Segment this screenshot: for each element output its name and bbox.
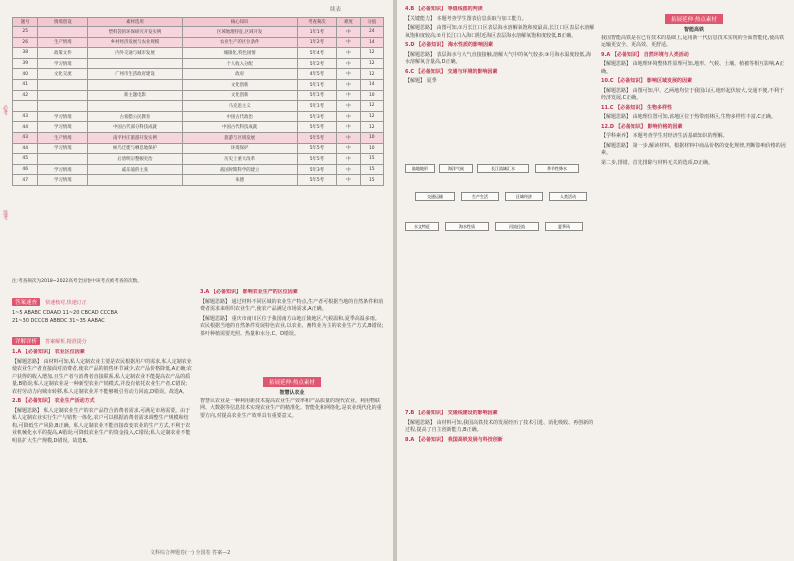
table-cell: 15 (360, 154, 383, 165)
table-cell: 10 (360, 90, 383, 101)
question-body: 【解题思路】 由材料可知,我国高铁技术的发展经历了技术引进、消化吸收、再创新的过程,提高了自主创新能力,B正确。 (405, 419, 594, 433)
table-cell (13, 101, 38, 112)
table-cell: 战国时期科学的建立 (182, 164, 297, 175)
table-cell: 中 (337, 175, 360, 186)
left-page (0, 0, 393, 561)
question-head: 8.A 【必备知识】 我国高铁发展与科技创新 (405, 436, 503, 443)
right-analysis-column-1 (405, 6, 595, 510)
question-head: 9.A 【必备知识】 自然环境与人类活动 (601, 51, 689, 58)
flow-box: 海洋气候 (439, 164, 473, 173)
table-cell: 中 (337, 48, 360, 59)
table-cell: 文化创新 (182, 79, 297, 90)
table-row (13, 37, 384, 48)
table-cell: 5年1考 (297, 79, 337, 90)
right-page (397, 0, 794, 561)
table-cell: 45 (13, 154, 38, 165)
table-cell: 5年4考 (297, 48, 337, 59)
question-body: 【解题思路】 由图可知,①月长江口区表层海水溶解氧饱和度最高,长江口区表层水溶解氧饱和度较高;②月长江口入海口附近海区表层海水溶解氧饱和度较低,B正确。 (405, 25, 595, 39)
table-cell: 古希腊公民教育 (88, 111, 183, 122)
table-cell: 47 (13, 175, 38, 186)
table-cell: 乡村经济发展与农业规模 (88, 37, 183, 48)
table-cell: 1年2考 (297, 37, 337, 48)
question-body: 【学科素养】 本题考查学生对经济生活基础知识的理解。 (601, 133, 728, 139)
question-body: 【关键能力】 本题考查学生图表信息获取与加工能力。 (405, 15, 527, 22)
table-cell: 5年5考 (297, 132, 337, 143)
table-row (13, 48, 384, 59)
table-cell: 14 (360, 79, 383, 90)
table-cell: 中 (337, 111, 360, 122)
table-cell: 中 (337, 58, 360, 69)
table-cell: 5年5考 (297, 122, 337, 133)
table-row (13, 175, 384, 186)
table-cell: 马克思主义 (182, 101, 297, 112)
table-cell: 旅游与区域发展 (182, 132, 297, 143)
table-cell: 38 (13, 48, 38, 59)
table-cell: 塑料袋的环保研究开发实例 (88, 27, 183, 38)
table-row (13, 27, 384, 38)
table-cell: 环境保护 (182, 143, 297, 154)
question-body: 【解题思路】 第一步,解读材料。根据材料中商品价格的变化规律,判断影响价格的因素。 (601, 142, 786, 156)
question-body: 【解题思路】 由材料可知,私人定制农业主要是农民根据用户的需求,私人定制农业使农业生产者直接面对消费者,使农产品的销售环节减少,农产品价格降低,A正确;农户获得的收入增加,且生产者与消费者直接联系,私人定制农业不能提高农产品的质量,B错误;私人定制农业是一种新型农业产销模式,并没有依托农业生产者,C错误;农村劳动力向城市转移,私人定制农业并不能够吸引劳动力回流,D错误。故选A。 (12, 358, 192, 395)
table-cell (38, 90, 88, 101)
table-cell: 新主题电影 (88, 90, 183, 101)
question-body: 【解题思路】 由图可知,甲、乙两地均位于我国山区,地形起伏较大,交通不便,不利于经济发展,C正确。 (601, 87, 784, 101)
table-cell: 政府 (182, 69, 297, 80)
table-row (13, 111, 384, 122)
table-cell: 生产情境 (38, 37, 88, 48)
table-cell: 5年3考 (297, 164, 337, 175)
col-header: 考查频次 (297, 18, 337, 27)
answer-check-subtitle: 快速核对,快速订正 (45, 300, 87, 306)
question-head: 2.B 【必备知识】 农业生产活动方式 (12, 398, 95, 404)
table-cell: 农业生产的区位条件 (182, 37, 297, 48)
flow-box: 人类活动 (549, 192, 587, 201)
question-head: 11.C 【必备知识】 生物多样性 (601, 104, 673, 111)
table-cell: 39 (13, 58, 38, 69)
table-cell: 中国古代科技成就 (182, 122, 297, 133)
question-head: 10.C 【必备知识】 影响区域发展的因素 (601, 78, 693, 84)
table-footnote: 注:考查频次为2018~2022高考全国卷中该考点被考查的次数。 (12, 279, 142, 284)
table-cell: 12 (360, 58, 383, 69)
table-cell: 中国古代政治 (182, 111, 297, 122)
table-row (13, 143, 384, 154)
analysis-column-2 (200, 289, 384, 548)
col-header: 分值 (360, 18, 383, 27)
table-cell (38, 154, 88, 165)
table-cell (38, 27, 88, 38)
flow-box: 生产生活 (461, 192, 499, 201)
question-body: 【解题思路】 重庆市南川区位于我国南方山地丘陵地区,气候温和,夏季高温多雨。农民根据当地的自然条件发展特色农业,以农业、畜牧业为主的农业生产方式,B错误;茶叶种植需要光照、热量和水分,C、D错误。 (200, 315, 384, 337)
col-header: 题号 (13, 18, 38, 27)
table-cell: 14 (360, 37, 383, 48)
table-cell: 46 (13, 164, 38, 175)
question-head: 5.D 【必备知识】 海水性质的影响因素 (405, 42, 494, 48)
required-section-label: 必考 (2, 105, 8, 115)
table-cell: 5年1考 (297, 90, 337, 101)
table-cell: 中 (337, 101, 360, 112)
question-body: 【解题】 夏季 (405, 78, 437, 84)
table-cell: 中 (337, 164, 360, 175)
table-cell: 5年5考 (297, 143, 337, 154)
table-cell: 中 (337, 154, 360, 165)
table-cell: 区域地理特征,区域开发 (182, 27, 297, 38)
question-head: 4.B 【必备知识】 等值线图的判读 (405, 6, 483, 12)
special-topic-band: 拓展延伸·热点素材 (665, 14, 723, 24)
table-row (13, 58, 384, 69)
table-cell: 42 (13, 90, 38, 101)
table-cell: 26 (13, 37, 38, 48)
table-cell: 南平村庄旅游开发实例 (88, 132, 183, 143)
table-cell: 城镇化,特色国情 (182, 48, 297, 59)
table-cell: 中 (337, 90, 360, 101)
table-cell: 中 (337, 37, 360, 48)
table-cell: 15 (360, 175, 383, 186)
table-cell: 1年1考 (297, 27, 337, 38)
table-cell: 中 (337, 122, 360, 133)
table-cell: 43 (13, 111, 38, 122)
table-cell: 43 (13, 132, 38, 143)
table-cell: 10 (360, 132, 383, 143)
table-cell: 中 (337, 132, 360, 143)
table-cell: 40 (13, 69, 38, 80)
right-analysis-column-2 (601, 6, 787, 535)
table-row (13, 154, 384, 165)
table-cell: 12 (360, 111, 383, 122)
question-body: 我国智能高铁是在已有技术的基础上,运用新一代信息技术实现的全面智能化,使高铁运输更安全、更高效、更舒适。 (601, 34, 785, 48)
table-cell (88, 58, 183, 69)
flow-box: 区域经济 (505, 192, 543, 201)
table-cell: 25 (13, 27, 38, 38)
page-footer: 文科综合押题卷(一) 全国卷 答案—2 (150, 550, 231, 556)
special-topic-body: 智慧认农业是一种利用新技术提高农业生产效率和产品质量的现代农业。利用物联网、大数据等信息技术实现农业生产的精准化、智能化和网络化,是农业现代化的重要方向,对提高农业生产效率具有重要意义。 (200, 397, 382, 419)
table-cell: 10 (360, 143, 383, 154)
flow-diagram (405, 160, 595, 250)
table-cell: 12 (360, 101, 383, 112)
table-cell: 4年5考 (297, 69, 337, 80)
answer-line: 21~30 DCCCB ABBDC 31~35 AABAC (12, 317, 105, 324)
question-head: 12.D 【必备知识】 影响价格的因素 (601, 123, 683, 130)
exam-analysis-table (12, 17, 384, 186)
table-row (13, 164, 384, 175)
table-cell: 学习情境 (38, 58, 88, 69)
question-body: 【解题思路】 由地理位置可知,该地区位于热带雨林区,生物多样性丰富,C正确。 (601, 114, 776, 120)
table-cell: 5年3考 (297, 111, 337, 122)
table-cell: 朱德 (182, 175, 297, 186)
table-cell: 政策文件 (38, 48, 88, 59)
question-body: 【解题思路】 由地理环境整体性原理可知,地形、气候、土壤、植被等相互影响,A正确。 (601, 61, 785, 75)
table-cell: 后唐明宗整顿吏治 (88, 154, 183, 165)
table-cell: 中 (337, 27, 360, 38)
flow-box: 季节性降水 (535, 164, 579, 173)
table-cell (38, 79, 88, 90)
table-cell: 41 (13, 79, 38, 90)
table-cell: 12 (360, 69, 383, 80)
question-head: 1.A 【必备知识】 农业区位因素 (12, 349, 85, 355)
answer-line: 1~5 ABABC CDAAD 11~20 CBCAD CCCBA (12, 310, 118, 316)
analysis-tag: 详解详析 (12, 337, 40, 345)
table-cell: 44 (13, 122, 38, 133)
col-header: 情境创设 (38, 18, 88, 27)
table-cell: 学习情境 (38, 175, 88, 186)
question-body: 【解题思路】 表层海水与大气直接接触,溶解大气中的氧气较多;③月海水温度较低,海水溶解氧含量高,D正确。 (405, 51, 591, 65)
table-cell: 个人收入分配 (182, 58, 297, 69)
elective-section-label: 选考 (2, 210, 8, 220)
flow-box: 夏季风 (545, 222, 583, 231)
flow-box: 长江流域汇水 (477, 164, 529, 173)
question-head: 3.A 【必备知识】 影响农业生产的区位因素 (200, 289, 298, 295)
table-cell: 12 (360, 122, 383, 133)
flow-box: 水文特征 (405, 222, 439, 231)
table-cell: 中 (337, 79, 360, 90)
question-head: 7.B 【必备知识】 交通线建设的影响因素 (405, 410, 498, 416)
col-header: 素材选用 (88, 18, 183, 27)
answer-check-tag: 答案速查 (12, 298, 40, 306)
question-body: 【解题思路】 通过材料不同区域的农业生产特点,生产者可根据当地的自然条件和消费者需求来组织农业生产,使农产品满足市场需求,A正确。 (200, 298, 384, 312)
table-cell: 学习情境 (38, 143, 88, 154)
table-row (13, 122, 384, 133)
answer-check-section (12, 289, 192, 554)
table-cell: 学习情境 (38, 164, 88, 175)
table-cell: 5年5考 (297, 154, 337, 165)
table-cell: 中国古代部分科技成就 (88, 122, 183, 133)
flow-box: 陆地地形 (405, 164, 435, 173)
question-body: 第二步,排错。首先排除与材料无关的选项,D正确。 (601, 159, 714, 166)
flow-box: 海水性质 (445, 222, 489, 231)
special-topic-band: 拓展延伸·热点素材 (263, 377, 321, 387)
table-cell: 44 (13, 143, 38, 154)
table-header-row (13, 18, 384, 27)
table-cell: 5年5考 (297, 175, 337, 186)
table-row (13, 69, 384, 80)
table-cell: 中 (337, 143, 360, 154)
table-cell: 生产情境 (38, 132, 88, 143)
table-cell: 内外交通与城市发展 (88, 48, 183, 59)
table-cell (88, 79, 183, 90)
table-continued-label: 续表 (330, 7, 342, 13)
table-cell: 5年2考 (297, 58, 337, 69)
table-cell: 候鸟迁徙与栖息地保护 (88, 143, 183, 154)
table-cell: 文化交流 (38, 69, 88, 80)
special-topic-title: 智慧认农业 (279, 390, 305, 396)
table-cell (88, 175, 183, 186)
table-cell: 学习情境 (38, 122, 88, 133)
col-header: 难度 (337, 18, 360, 27)
table-cell: 5年1考 (297, 101, 337, 112)
table-cell: 戚乐迪的主张 (88, 164, 183, 175)
table-cell: 学习情境 (38, 111, 88, 122)
question-body: 【解题思路】 私人定制农业生产的农产品符合消费者需求,可满足市场需要。由于私人定制农业实行生产与销售一体化,农户可以根据消费者需求调整生产规模和结构,可降低生产风险,B正确。私人定制农业不能直接改变农业的生产方式,不利于农业机械化水平的提高,A错误;可降低农业生产的资金投入,C错误;私人定制农业不能明显扩大生产规模,D错误。故选B。 (12, 407, 191, 444)
table-row (13, 132, 384, 143)
table-row (13, 90, 384, 101)
table-cell: 文化创新 (182, 90, 297, 101)
table-cell: 广州市生活政府建设 (88, 69, 183, 80)
table-row (13, 79, 384, 90)
table-cell: 12 (360, 48, 383, 59)
table-cell: 历史上重大改革 (182, 154, 297, 165)
table-cell: 24 (360, 27, 383, 38)
table-row (13, 101, 384, 112)
special-topic-title: 智能高铁 (683, 27, 704, 33)
table-cell (88, 101, 183, 112)
table-cell: 中 (337, 69, 360, 80)
analysis-subtitle: 答案解析,精准提分 (45, 339, 87, 345)
flow-box: 交通运输 (415, 192, 455, 201)
col-header: 核心知识 (182, 18, 297, 27)
table-cell (38, 101, 88, 112)
analysis-column-1 (12, 349, 192, 554)
table-cell: 15 (360, 164, 383, 175)
flow-box: 河流径流 (495, 222, 539, 231)
question-head: 6.C 【必备知识】 交通与环境的影响因素 (405, 68, 498, 75)
